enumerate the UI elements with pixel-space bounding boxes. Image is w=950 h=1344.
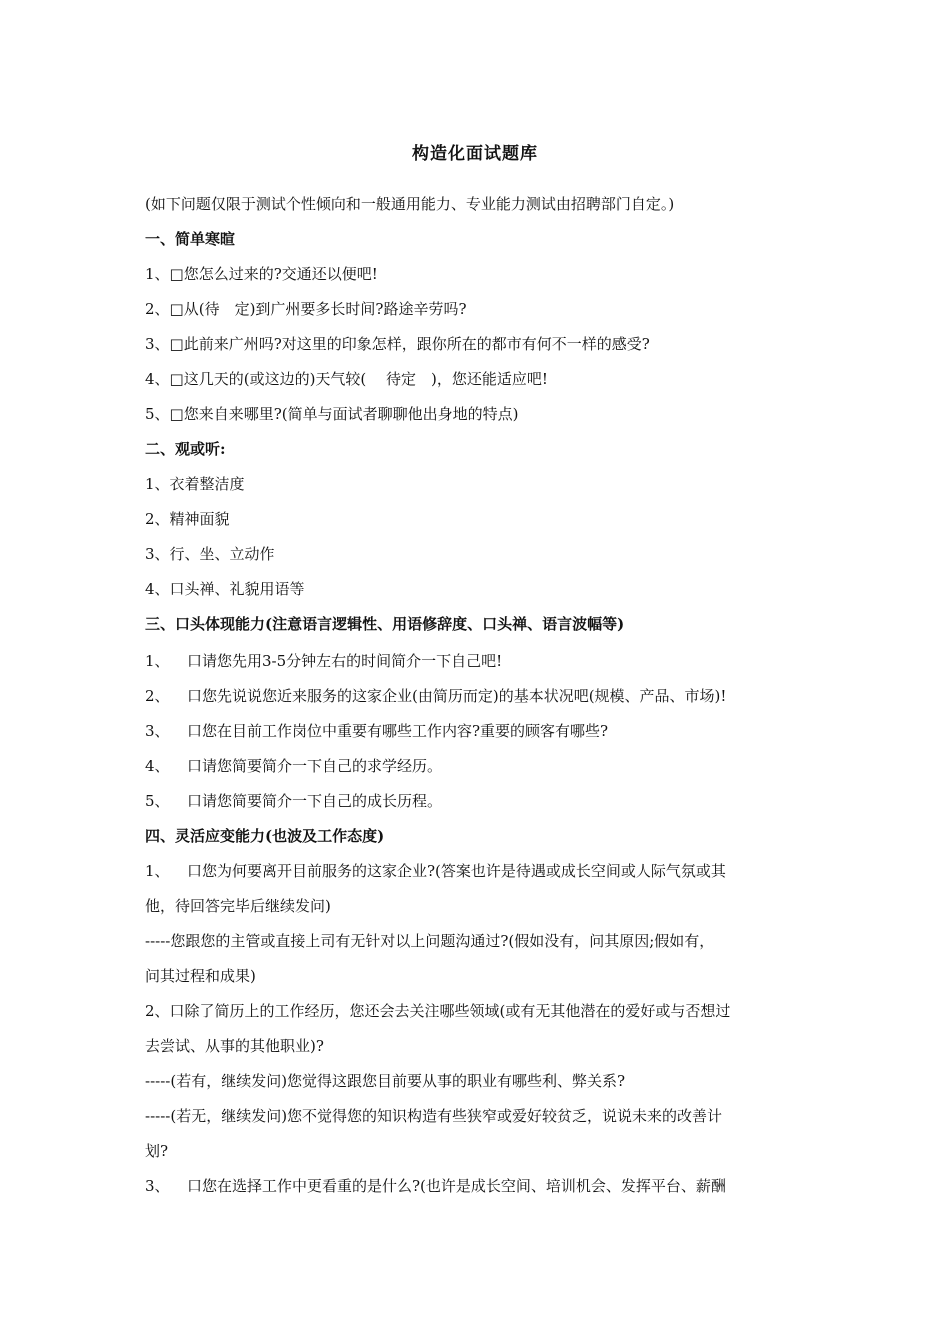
item-number: 1、 bbox=[145, 862, 170, 880]
list-item: 2、精神面貌 bbox=[145, 510, 230, 528]
list-item: 3、□此前来广州吗?对这里的印象怎样，跟你所在的都市有何不一样的感受? bbox=[145, 335, 650, 353]
intro-note: (如下问题仅限于测试个性倾向和一般通用能力、专业能力测试由招聘部门自定。) bbox=[145, 195, 675, 213]
list-item: 2、口除了简历上的工作经历，您还会去关注哪些领域(或有无其他潜在的爱好或与否想过 bbox=[145, 1002, 731, 1020]
list-item bbox=[145, 861, 810, 881]
list-item bbox=[145, 1176, 810, 1196]
list-item: 5、□您来自来哪里?(简单与面试者聊聊他出身地的特点) bbox=[145, 405, 519, 423]
item-number: 4、 bbox=[145, 757, 170, 775]
item-text: 口请您简要简介一下自己的求学经历。 bbox=[187, 757, 443, 775]
list-item bbox=[145, 756, 810, 776]
section-heading-observe: 二、观或听: bbox=[145, 440, 226, 458]
follow-up-question: -----您跟您的主管或直接上司有无针对以上问题沟通过?(假如没有，问其原因;假如有， bbox=[145, 932, 715, 950]
follow-up-question-continued: 划? bbox=[145, 1142, 169, 1160]
list-item: 1、□您怎么过来的?交通还以便吧! bbox=[145, 265, 378, 283]
list-item bbox=[145, 651, 810, 671]
section-heading-greeting: 一、简单寒暄 bbox=[145, 230, 236, 248]
list-item: 1、衣着整洁度 bbox=[145, 475, 245, 493]
list-item bbox=[145, 721, 810, 741]
section-heading-adaptability: 四、灵活应变能力(也波及工作态度) bbox=[145, 827, 385, 845]
list-item: 4、□这几天的(或这边的)天气较( 待定 )，您还能适应吧! bbox=[145, 370, 548, 388]
item-text: 口您为何要离开目前服务的这家企业?(答案也许是待遇或成长空间或人际气氛或其 bbox=[187, 862, 726, 880]
list-item: 3、行、坐、立动作 bbox=[145, 545, 275, 563]
item-text: 口请您先用3-5分钟左右的时间简介一下自己吧! bbox=[187, 652, 503, 670]
item-number: 3、 bbox=[145, 1177, 170, 1195]
follow-up-question: -----(若有，继续发问)您觉得这跟您目前要从事的职业有哪些利、弊关系? bbox=[145, 1072, 626, 1090]
page-title: 构造化面试题库 bbox=[412, 144, 538, 164]
item-text: 口请您简要简介一下自己的成长历程。 bbox=[187, 792, 443, 810]
list-item: 2、□从(待 定)到广州要多长时间?路途辛劳吗? bbox=[145, 300, 467, 318]
item-text-continued: 去尝试、从事的其他职业)? bbox=[145, 1037, 324, 1055]
section-heading-verbal: 三、口头体现能力(注意语言逻辑性、用语修辞度、口头禅、语言波幅等) bbox=[145, 615, 625, 633]
item-number: 3、 bbox=[145, 722, 170, 740]
item-number: 5、 bbox=[145, 792, 170, 810]
item-text: 口您先说说您近来服务的这家企业(由简历而定)的基本状况吧(规模、产品、市场)! bbox=[187, 687, 727, 705]
list-item bbox=[145, 686, 810, 706]
follow-up-question: -----(若无，继续发问)您不觉得您的知识构造有些狭窄或爱好较贫乏，说说未来的改善计 bbox=[145, 1107, 723, 1125]
item-number: 1、 bbox=[145, 652, 170, 670]
list-item bbox=[145, 791, 810, 811]
item-number: 2、 bbox=[145, 687, 170, 705]
item-text: 口您在目前工作岗位中重要有哪些工作内容?重要的顾客有哪些? bbox=[187, 722, 609, 740]
list-item: 4、口头禅、礼貌用语等 bbox=[145, 580, 305, 598]
item-text: 口您在选择工作中更看重的是什么?(也许是成长空间、培训机会、发挥平台、薪酬 bbox=[187, 1177, 726, 1195]
item-text-continued: 他，待回答完毕后继续发问) bbox=[145, 897, 331, 915]
follow-up-question-continued: 问其过程和成果) bbox=[145, 967, 256, 985]
